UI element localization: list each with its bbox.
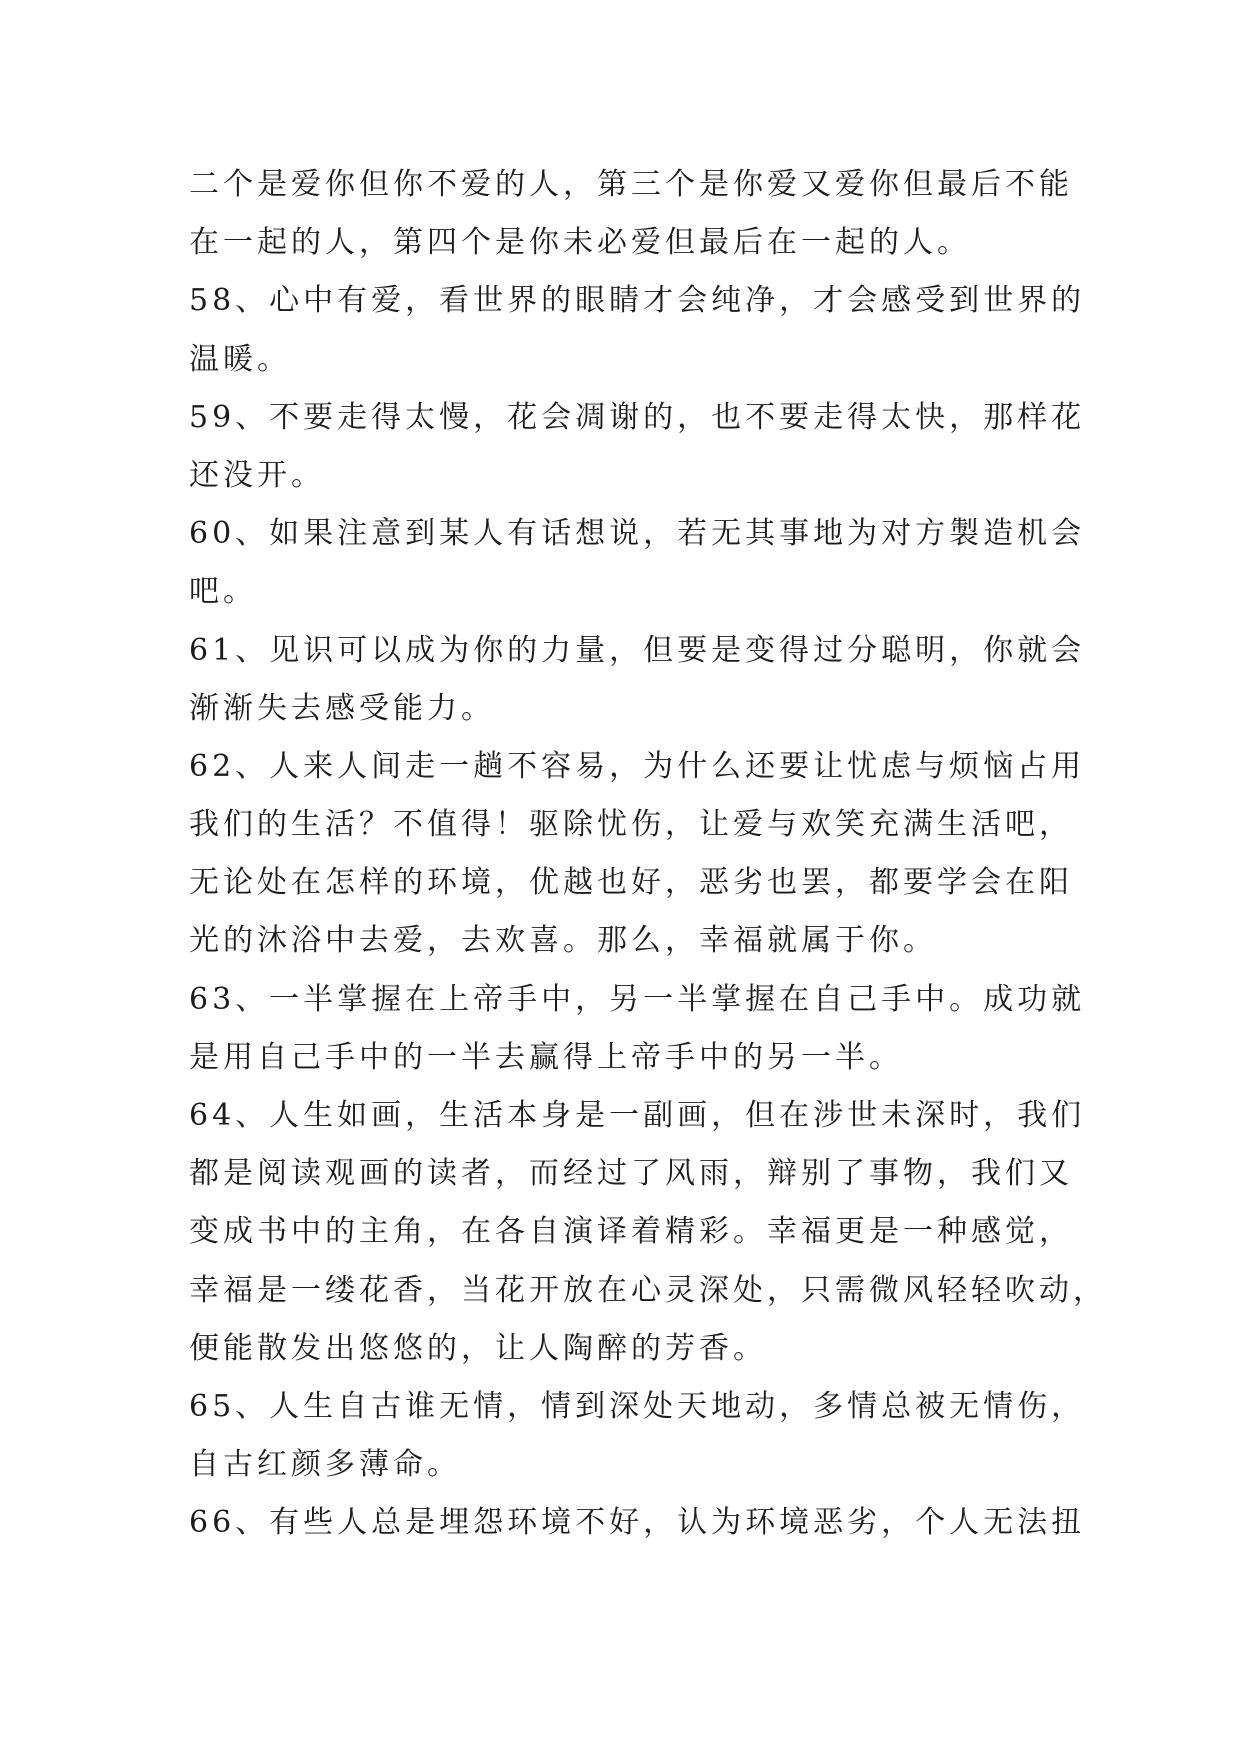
text-line: 光的沐浴中去爱，去欢喜。那么，幸福就属于你。: [189, 923, 937, 959]
text-line: 在一起的人，第四个是你未必爱但最后在一起的人。: [189, 225, 971, 261]
document-body: [189, 156, 1107, 1553]
text-line: 60、如果注意到某人有话想说，若无其事地为对方製造机会: [189, 516, 1086, 552]
text-line: 58、心中有爱，看世界的眼睛才会纯净，才会感受到世界的: [189, 283, 1086, 319]
text-line: 变成书中的主角，在各自演译着精彩。幸福更是一种感觉，: [189, 1214, 1073, 1250]
text-line: 我们的生活？不值得！驱除忧伤，让爱与欢笑充满生活吧，: [189, 807, 1073, 843]
text-line: 渐渐失去感受能力。: [189, 690, 495, 726]
text-line: 吧。: [189, 574, 257, 610]
text-line: 66、有些人总是埋怨环境不好，认为环境恶劣，个人无法扭: [189, 1505, 1086, 1541]
text-line: 自古红颜多薄命。: [189, 1447, 461, 1483]
text-line: 无论处在怎样的环境，优越也好，恶劣也罢，都要学会在阳: [189, 865, 1073, 901]
text-line: 还没开。: [189, 457, 325, 493]
text-line: 二个是爱你但你不爱的人，第三个是你爱又爱你但最后不能: [189, 167, 1073, 202]
text-line: 64、人生如画，生活本身是一副画，但在涉世未深时，我们: [189, 1098, 1086, 1133]
text-line: 63、一半掌握在上帝手中，另一半掌握在自己手中。成功就: [189, 981, 1086, 1017]
text-line: 便能散发出悠悠的，让人陶醉的芳香。: [189, 1330, 767, 1366]
text-line: 是用自己手中的一半去赢得上帝手中的另一半。: [189, 1039, 903, 1075]
text-line: 温暖。: [189, 341, 291, 377]
text-line: 幸福是一缕花香，当花开放在心灵深处，只需微风轻轻吹动，: [189, 1272, 1107, 1308]
text-line: 65、人生自古谁无情，情到深处天地动，多情总被无情伤，: [189, 1388, 1086, 1424]
text-line: 62、人来人间走一趟不容易，为什么还要让忧虑与烦恼占用: [189, 748, 1086, 784]
text-line: 59、不要走得太慢，花会凋谢的，也不要走得太快，那样花: [189, 399, 1086, 435]
text-line: 都是阅读观画的读者，而经过了风雨，辩别了事物，我们又: [189, 1156, 1073, 1192]
text-line: 61、见识可以成为你的力量，但要是变得过分聪明，你就会: [189, 632, 1086, 668]
